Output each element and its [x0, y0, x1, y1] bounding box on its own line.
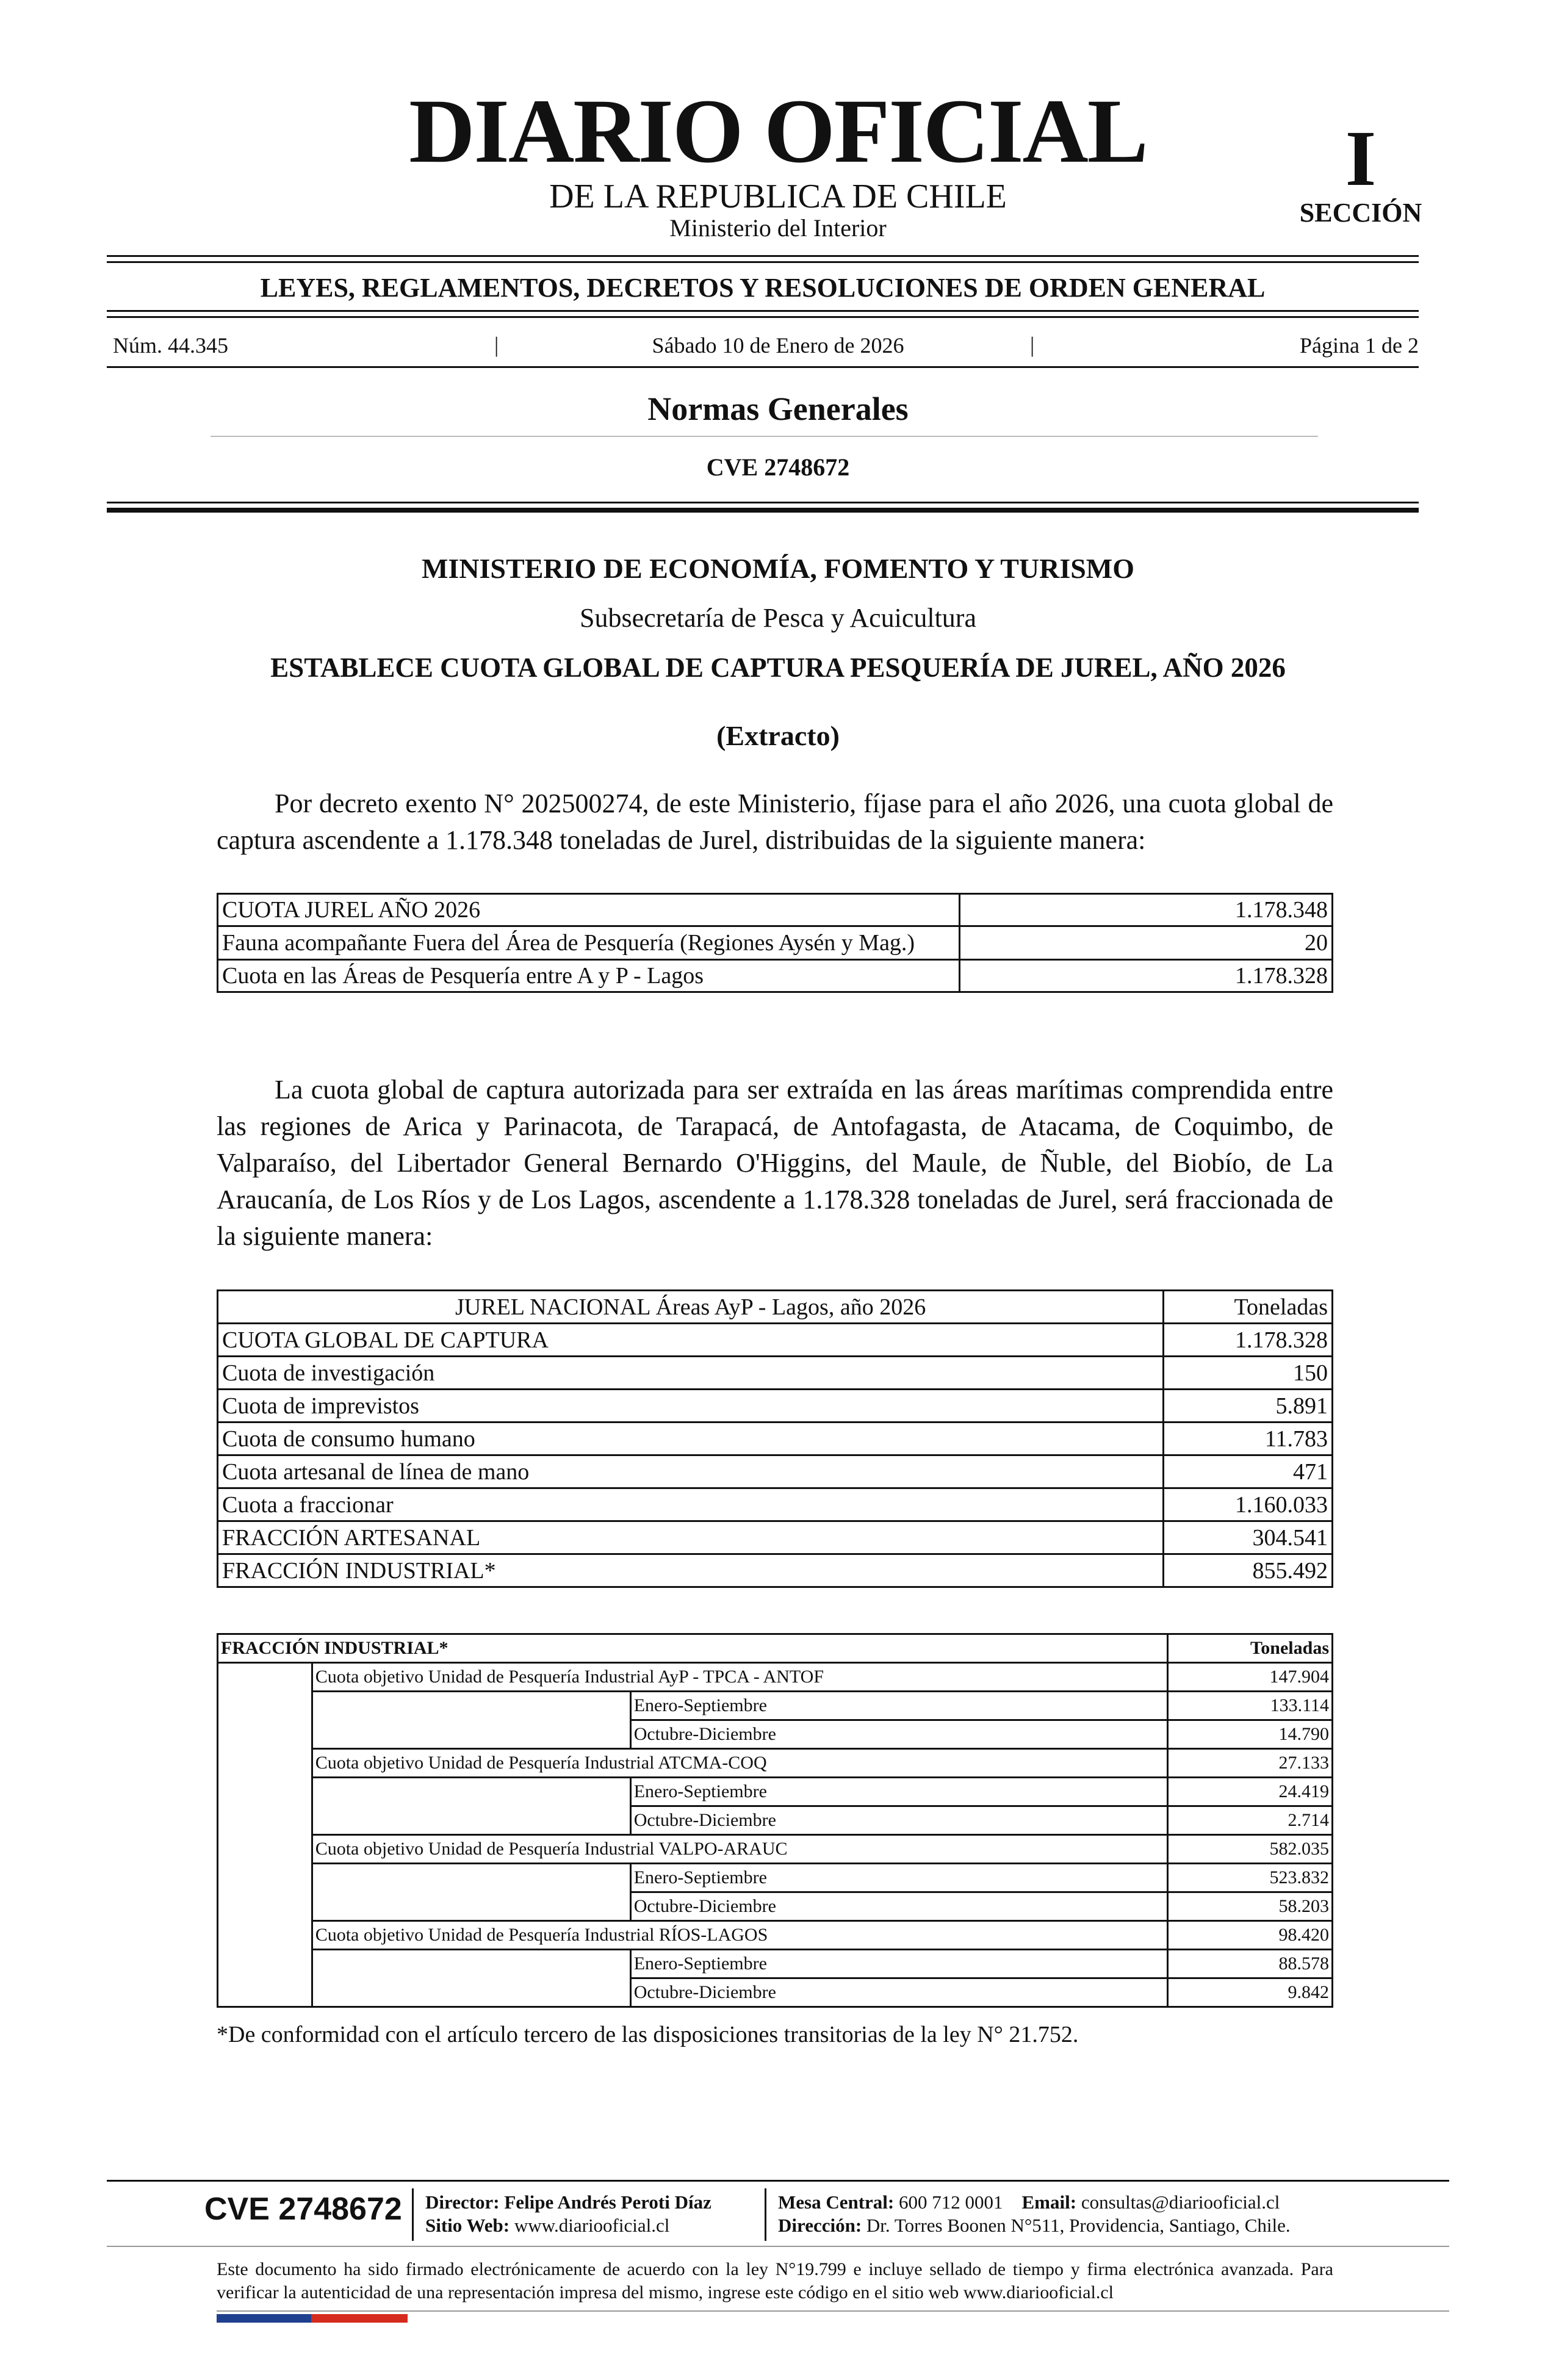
- table-cell-label: Cuota objetivo Unidad de Pesquería Industrial ATCMA-COQ: [312, 1749, 1168, 1778]
- site-link[interactable]: www.diariooficial.cl: [514, 2215, 670, 2236]
- table-cell-label: Cuota de investigación: [218, 1357, 1164, 1390]
- category-heading: LEYES, REGLAMENTOS, DECRETOS Y RESOLUCIONES DE ORDEN GENERAL: [260, 273, 1266, 303]
- footer-cve-code: CVE 2748672: [204, 2191, 402, 2227]
- table-cell-label: Cuota objetivo Unidad de Pesquería Industrial AyP - TPCA - ANTOF: [312, 1663, 1168, 1692]
- footnote: *De conformidad con el artículo tercero de las disposiciones transitorias de la ley N° 21.752.: [217, 2022, 1079, 2047]
- address-label: Dirección:: [778, 2215, 862, 2236]
- director-label: Director:: [425, 2191, 500, 2213]
- table-row: [218, 1390, 1333, 1423]
- table-cell-value: 2.714: [1168, 1806, 1333, 1835]
- table-row: [218, 1455, 1333, 1488]
- table-header-label: FRACCIÓN INDUSTRIAL*: [218, 1634, 1168, 1663]
- table-header-value: Toneladas: [1164, 1291, 1333, 1324]
- table-row: [218, 1423, 1333, 1455]
- table-cell-value: 133.114: [1168, 1692, 1333, 1720]
- separator: |: [494, 333, 499, 357]
- table-cell-label: Octubre-Diciembre: [630, 1720, 1168, 1749]
- separator: |: [1030, 333, 1035, 357]
- paragraph-1-text: Por decreto exento N° 202500274, de este Ministerio, fíjase para el año 2026, una cuota global de captura ascendente a 1.178.348 toneladas de Jurel, distribuidas de la siguiente manera:: [217, 788, 1333, 855]
- director-name: Felipe Andrés Peroti Díaz: [504, 2191, 711, 2213]
- table-cell-value: 147.904: [1168, 1663, 1333, 1692]
- table-cell-label: FRACCIÓN INDUSTRIAL*: [218, 1554, 1164, 1587]
- table-cell-label: Octubre-Diciembre: [630, 1806, 1168, 1835]
- section-label: SECCIÓN: [1299, 198, 1422, 228]
- subsecretaria: Subsecretaría de Pesca y Acuicultura: [580, 603, 976, 633]
- section-title: Normas Generales: [647, 391, 909, 427]
- footer-divider: [107, 2246, 1449, 2247]
- address: Dr. Torres Boonen N°511, Providencia, Santiago, Chile.: [866, 2215, 1291, 2236]
- flag-stripe-blue: [217, 2314, 311, 2323]
- masthead-ministry: Ministerio del Interior: [669, 214, 887, 242]
- mesa-phone: 600 712 0001: [899, 2191, 1003, 2213]
- paragraph-2-text: La cuota global de captura autorizada para ser extraída en las áreas marítimas comprendida entre las regiones de Arica y Parinacota, de Tarapacá, de Antofagasta, de Atacama, de Coquimbo, de Valparaíso, del Libertador General Bernardo O'Higgins, del Maule, de Ñuble, del Biobío, de La Araucanía, de Los Ríos y de Los Lagos, ascendente a 1.178.328 toneladas de Jurel, será fraccionada de la siguiente manera:: [217, 1075, 1333, 1251]
- table-cell-label: Fauna acompañante Fuera del Área de Pesquería (Regiones Aysén y Mag.): [218, 926, 960, 960]
- table-row: [218, 926, 1333, 960]
- divider: [107, 502, 1419, 503]
- footer-contact-right: [778, 2191, 1291, 2237]
- table-cell-label: Octubre-Diciembre: [630, 1978, 1168, 2007]
- ministry-heading: MINISTERIO DE ECONOMÍA, FOMENTO Y TURISMO: [421, 553, 1134, 584]
- table-row: [218, 1488, 1333, 1521]
- table-row: [218, 1521, 1333, 1554]
- table-header-label: JUREL NACIONAL Áreas AyP - Lagos, año 2026: [218, 1291, 1164, 1324]
- extracto-label: (Extracto): [716, 720, 840, 751]
- table-cell-value: 1.178.348: [959, 894, 1332, 926]
- table-cell-label: Enero-Septiembre: [630, 1778, 1168, 1806]
- paragraph-1: [217, 785, 1333, 859]
- table-cell-label: FRACCIÓN ARTESANAL: [218, 1521, 1164, 1554]
- table-cell-value: 304.541: [1164, 1521, 1333, 1554]
- table-cell-value: 14.790: [1168, 1720, 1333, 1749]
- divider: [107, 316, 1419, 318]
- masthead-subtitle: DE LA REPUBLICA DE CHILE: [549, 178, 1007, 215]
- paragraph-2: [217, 1072, 1333, 1255]
- divider: [107, 508, 1419, 513]
- table-cell-label: Cuota a fraccionar: [218, 1488, 1164, 1521]
- table-cell-value: 1.178.328: [1164, 1324, 1333, 1357]
- industrial-fraction-table: [217, 1633, 1333, 2008]
- table-cell-value: 24.419: [1168, 1778, 1333, 1806]
- email-label: Email:: [1021, 2191, 1077, 2213]
- table-cell-label: Cuota objetivo Unidad de Pesquería Industrial RÍOS-LAGOS: [312, 1921, 1168, 1950]
- table-cell-value: 471: [1164, 1455, 1333, 1488]
- table-cell-label: Enero-Septiembre: [630, 1950, 1168, 1978]
- table-cell-value: 11.783: [1164, 1423, 1333, 1455]
- table-header-row: [218, 1291, 1333, 1324]
- table-cell-value: 582.035: [1168, 1835, 1333, 1864]
- table-row: [218, 1864, 1333, 1892]
- table-row: [218, 1324, 1333, 1357]
- footer-separator: [412, 2188, 414, 2241]
- section-number: I: [1345, 115, 1377, 203]
- table-cell-value: 58.203: [1168, 1892, 1333, 1921]
- table-row: [218, 1950, 1333, 1978]
- table-row: [218, 1835, 1333, 1864]
- table-cell-value: 27.133: [1168, 1749, 1333, 1778]
- divider: [107, 366, 1419, 368]
- page-indicator: Página 1 de 2: [1300, 333, 1419, 358]
- table-row: [218, 1921, 1333, 1950]
- table-cell-label: CUOTA GLOBAL DE CAPTURA: [218, 1324, 1164, 1357]
- footer-contact-left: [425, 2191, 711, 2237]
- table-cell-label: Cuota artesanal de línea de mano: [218, 1455, 1164, 1488]
- site-label: Sitio Web:: [425, 2215, 510, 2236]
- cve-code: CVE 2748672: [706, 453, 850, 481]
- divider: [107, 261, 1419, 263]
- table-cell-value: 1.160.033: [1164, 1488, 1333, 1521]
- table-cell-value: 88.578: [1168, 1950, 1333, 1978]
- table-cell-label: Cuota en las Áreas de Pesquería entre A y P - Lagos: [218, 960, 960, 992]
- table-header-row: [218, 1634, 1333, 1663]
- footer-divider: [107, 2180, 1449, 2182]
- email-link[interactable]: consultas@diariooficial.cl: [1081, 2191, 1280, 2213]
- table-cell-value: 1.178.328: [959, 960, 1332, 992]
- divider: [107, 310, 1419, 312]
- table-row: [218, 1778, 1333, 1806]
- table-row: [218, 1357, 1333, 1390]
- footer-divider: [217, 2310, 1449, 2312]
- mesa-label: Mesa Central:: [778, 2191, 895, 2213]
- footer-separator: [765, 2188, 766, 2241]
- table-cell-label: Octubre-Diciembre: [630, 1892, 1168, 1921]
- table-cell-label: Cuota objetivo Unidad de Pesquería Industrial VALPO-ARAUC: [312, 1835, 1168, 1864]
- table-cell-value: 855.492: [1164, 1554, 1333, 1587]
- table-cell-value: 150: [1164, 1357, 1333, 1390]
- table-header-value: Toneladas: [1168, 1634, 1333, 1663]
- divider: [107, 255, 1419, 257]
- table-cell-value: 98.420: [1168, 1921, 1333, 1950]
- table-cell-label: Enero-Septiembre: [630, 1864, 1168, 1892]
- masthead-title: DIARIO OFICIAL: [409, 81, 1147, 182]
- divider: [211, 436, 1318, 437]
- table-cell-label: Cuota de imprevistos: [218, 1390, 1164, 1423]
- legal-notice: Este documento ha sido firmado electrónicamente de acuerdo con la ley N°19.799 e incluye sellado de tiempo y firma electrónica avanzada. Para verificar la autenticidad de una representación impresa del mismo, ingrese este código en el sitio web www.diariooficial.cl: [217, 2259, 1333, 2302]
- table-row: [218, 894, 1333, 926]
- table-row: [218, 1692, 1333, 1720]
- issue-date: Sábado 10 de Enero de 2026: [652, 333, 904, 358]
- flag-stripe-red: [311, 2314, 408, 2323]
- table-cell-label: CUOTA JUREL AÑO 2026: [218, 894, 960, 926]
- table-cell-value: 5.891: [1164, 1390, 1333, 1423]
- table-indent-cell: [312, 1950, 630, 2007]
- table-row: [218, 1554, 1333, 1587]
- table-cell-label: Enero-Septiembre: [630, 1692, 1168, 1720]
- table-indent-cell: [312, 1864, 630, 1921]
- national-quota-table: [217, 1289, 1333, 1588]
- table-cell-value: 9.842: [1168, 1978, 1333, 2007]
- table-row: [218, 1663, 1333, 1692]
- table-row: [218, 960, 1333, 992]
- table-cell-value: 523.832: [1168, 1864, 1333, 1892]
- table-indent-cell: [312, 1778, 630, 1835]
- table-indent-cell: [312, 1692, 630, 1749]
- table-cell-label: Cuota de consumo humano: [218, 1423, 1164, 1455]
- table-indent-cell: [218, 1663, 312, 2007]
- issue-number: Núm. 44.345: [113, 333, 228, 358]
- quota-summary-table: [217, 893, 1333, 993]
- decree-title: ESTABLECE CUOTA GLOBAL DE CAPTURA PESQUERÍA DE JUREL, AÑO 2026: [270, 652, 1286, 683]
- table-row: [218, 1749, 1333, 1778]
- table-cell-value: 20: [959, 926, 1332, 960]
